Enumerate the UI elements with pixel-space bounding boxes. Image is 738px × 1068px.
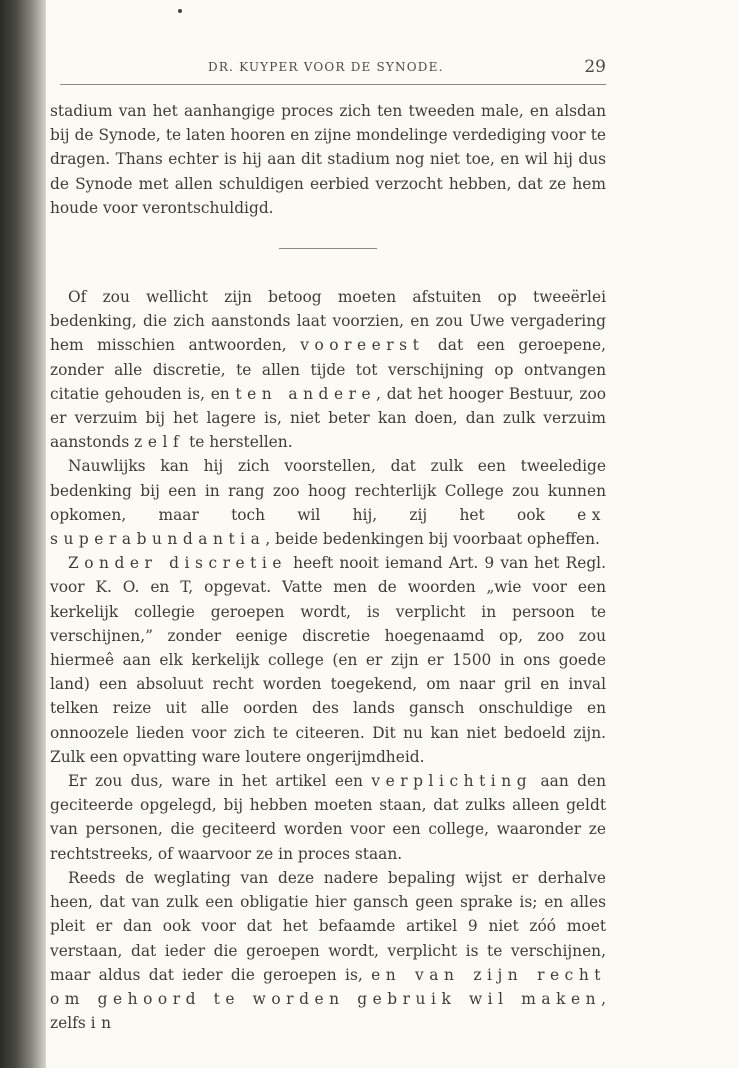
emphasized-text: vooreerst <box>300 336 425 355</box>
emphasized-text: zelf <box>134 433 185 452</box>
text-segment: heeft nooit iemand Art. 9 van het Regl. voor K. O. en T, opgevat. Vatte men de woorden „wie voor een kerkelijk collegie geroepen wordt, is verplicht in persoon te verschijnen,” zonder eenige discretie hoegenaamd op, zoo zou hiermeê aan elk kerkelijk college (en er zijn er 1500 in ons goede land) een absoluut recht worden toegekend, om naar gril en inval telken reize uit alle oorden des lands gansch onschuldige en onnoozele lieden voor zich te citeeren. Dit nu kan niet bedoeld zijn. Zulk een opvatting ware loutere ongerijmdheid. <box>50 554 606 766</box>
text-segment: te herstellen. <box>184 433 293 452</box>
body-text <box>50 99 606 1035</box>
header-rule <box>60 84 606 85</box>
paragraph <box>50 285 606 454</box>
emphasized-text: Zonder discretie <box>68 554 288 573</box>
text-segment: aan den geciteerde opgelegd, bij hebben moeten staan, dat zulks alleen geldt van personen, die geciteerd worden voor een college, waaronder ze rechtstreeks, of waarvoor ze in proces staan. <box>50 772 606 863</box>
text-segment: , dat het hooger Bestuur, zoo er verzuim bij het lagere is, niet beter kan doen, dan zulk verzuim aanstonds <box>50 384 606 452</box>
text-segment: stadium van het aanhangige proces zich ten tweeden male, en alsdan bij de Synode, te laten hooren en zijne mondelinge verdediging voor te dragen. Thans echter is hij aan dit stadium nog niet toe, en wil hij dus de Synode met allen schuldigen eerbied verzocht hebben, dat ze hem houde voor verontschuldigd. <box>50 102 606 217</box>
emphasized-text: ex superabundantia <box>50 505 606 549</box>
emphasized-text: in <box>90 1014 117 1033</box>
running-head <box>50 57 606 80</box>
emphasized-text: en van zijn recht om gehoord te worden gebruik wil maken <box>50 965 607 1008</box>
text-segment: , zelfs <box>50 989 606 1033</box>
emphasized-text: verplichting <box>371 772 533 791</box>
text-segment: Er zou dus, ware in het artikel een <box>68 772 372 791</box>
paragraph <box>50 551 606 769</box>
paper-speck <box>178 9 182 13</box>
text-segment: , beide bedenkingen bij voorbaat opheffen. <box>265 530 600 549</box>
page-number: 29 <box>584 57 606 77</box>
emphasized-text: ten andere <box>235 384 377 403</box>
paragraph <box>50 866 606 1035</box>
running-title: DR. KUYPER VOOR DE SYNODE. <box>208 60 444 74</box>
paragraph-continuation <box>50 99 606 220</box>
text-segment: Reeds de weglating van deze nadere bepaling wijst er derhalve heen, dat van zulk een obligatie hier gansch geen sprake is; en alles pleit er dan ook voor dat het befaamde artikel 9 niet zóó moet verstaan, dat ieder die geroepen wordt, verplicht is te verschijnen, maar aldus dat ieder die geroepen is, <box>50 868 606 984</box>
text-segment: dat een geroepene, zonder alle discretie, te allen tijde tot verschijning op ontvangen citatie gehouden is, en <box>50 336 606 403</box>
paragraph <box>50 769 606 866</box>
page-gutter-shadow <box>0 0 46 1068</box>
paragraph <box>50 454 606 551</box>
section-divider <box>279 248 377 249</box>
text-segment: Nauwlijks kan hij zich voorstellen, dat zulk een tweeledige bedenking bij een in rang zoo hoog rechterlijk College zou kunnen opkomen, maar toch wil hij, zij het ook <box>50 457 606 524</box>
text-segment: Of zou wellicht zijn betoog moeten afstuiten op tweeërlei bedenking, die zich aanstonds laat voorzien, en zou Uwe vergadering hem misschien antwoorden, <box>50 288 606 355</box>
